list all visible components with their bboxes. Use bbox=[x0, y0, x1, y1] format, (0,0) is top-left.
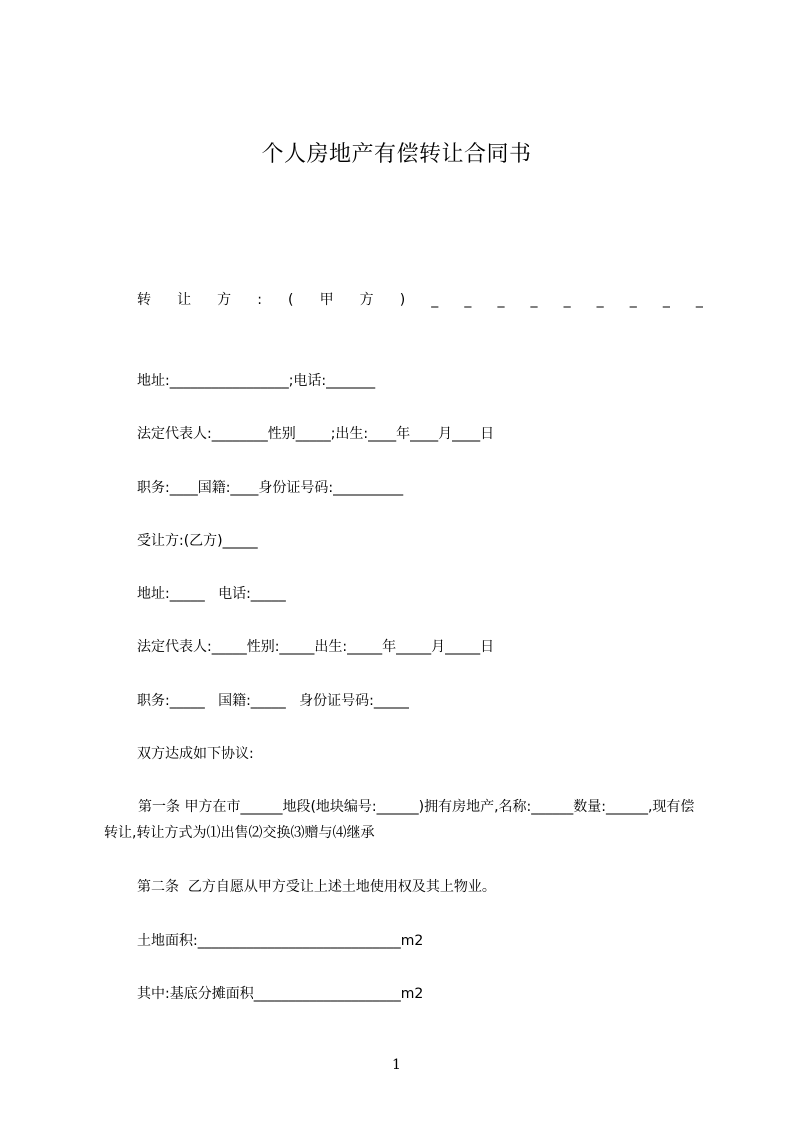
transferor-header-char: _ bbox=[629, 292, 637, 308]
party-b-legal-rep-line: 法定代表人:_____性别:_____出生:_____年_____月_____日 bbox=[137, 639, 495, 655]
agreement-intro-line: 双方达成如下协议: bbox=[137, 746, 254, 762]
base-share-area-line: 其中:基底分摊面积_____________________m2 bbox=[137, 986, 424, 1002]
party-a-legal-rep-line: 法定代表人:________性别_____;出生:____年____月____日 bbox=[137, 426, 495, 442]
party-b-address-line: 地址:_____ 电话:_____ bbox=[137, 586, 286, 602]
transferor-header-char: _ bbox=[431, 292, 439, 308]
transferor-header-char: _ bbox=[695, 292, 703, 308]
transferor-header-char: _ bbox=[530, 292, 538, 308]
transferor-header-char: 方 bbox=[359, 292, 374, 308]
transferor-header-char: _ bbox=[464, 292, 472, 308]
transferor-header-char: _ bbox=[563, 292, 571, 308]
transferor-header-char: 方 bbox=[217, 292, 232, 308]
transferor-header-char: 转 bbox=[137, 292, 151, 308]
transferor-header-char: _ bbox=[662, 292, 670, 308]
transferor-header-char: 甲 bbox=[319, 292, 334, 308]
party-b-header-line: 受让方:(乙方)_____ bbox=[137, 533, 258, 549]
page-number: 1 bbox=[392, 1057, 401, 1073]
transferor-header bbox=[137, 290, 703, 310]
transferor-header-char: _ bbox=[596, 292, 604, 308]
transferor-header-char: ) bbox=[399, 292, 406, 308]
transferor-header-char: 让 bbox=[177, 292, 192, 308]
article-1-paragraph: 第一条 甲方在市______地段(地块编号:______)拥有房地产,名称:______数量:______,现有偿转让,转让方式为⑴出售⑵交换⑶赠与⑷继承 bbox=[104, 799, 695, 841]
land-area-line: 土地面积:_____________________________m2 bbox=[137, 933, 424, 949]
party-a-address-line: 地址:_________________;电话:_______ bbox=[137, 373, 376, 389]
article-2-line: 第二条 乙方自愿从甲方受让上述土地使用权及其上物业。 bbox=[137, 879, 496, 895]
transferor-header-char: _ bbox=[497, 292, 505, 308]
party-b-position-line: 职务:_____ 国籍:_____ 身份证号码:_____ bbox=[137, 693, 409, 709]
transferor-header-char: : bbox=[257, 292, 262, 308]
transferor-header-char: ( bbox=[288, 292, 294, 308]
party-a-position-line: 职务:____国籍:____身份证号码:__________ bbox=[137, 480, 404, 496]
page-title: 个人房地产有偿转让合同书 bbox=[261, 142, 532, 167]
